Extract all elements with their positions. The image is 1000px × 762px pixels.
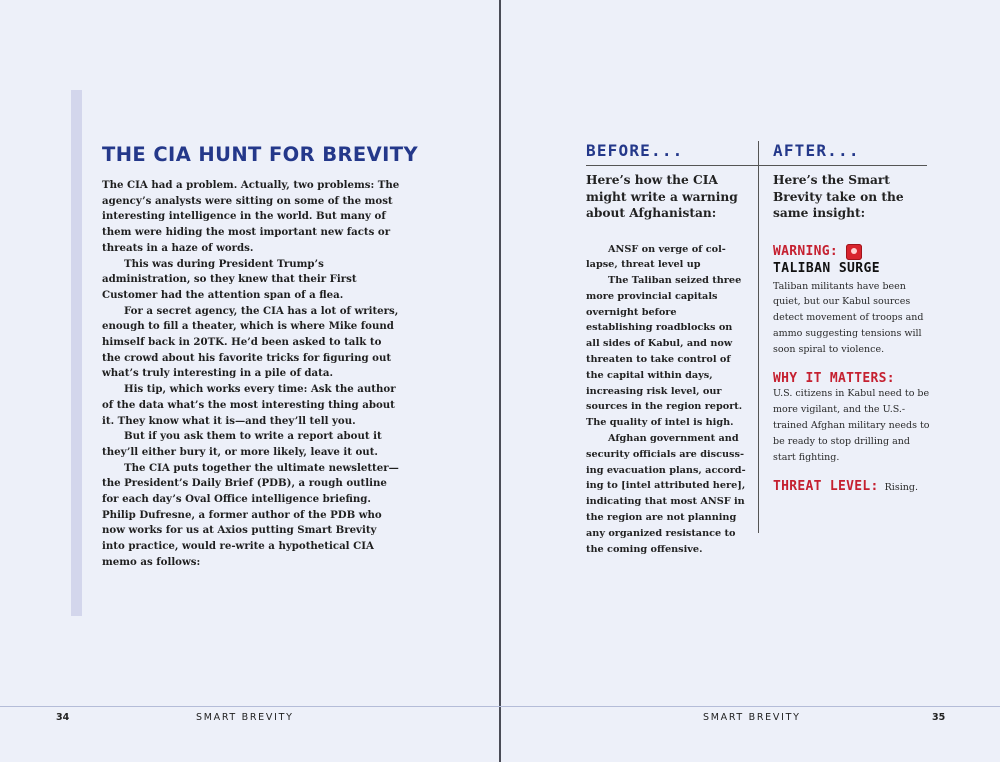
- page-title: THE CIA HUNT FOR BREVITY: [102, 143, 419, 166]
- warning-label: WARNING:: [773, 244, 839, 259]
- warning-title: TALIBAN SURGE: [773, 260, 880, 276]
- threat-value: Rising.: [884, 481, 918, 493]
- column-divider: [758, 141, 759, 533]
- paragraph: But if you ask them to write a report about it they’ll either bury it, or more likely, leave it out.: [102, 430, 382, 458]
- warning-section: [773, 243, 933, 359]
- threat-label: THREAT LEVEL:: [773, 478, 879, 494]
- paragraph: This was during President Trump’s administration, so they knew that their First Customer had the attention span of a flea.: [102, 257, 357, 301]
- before-heading: BEFORE...: [586, 141, 684, 160]
- page-number-left: 34: [56, 712, 70, 723]
- why-it-matters-section: [773, 371, 933, 466]
- running-head-left: SMART BREVITY: [196, 712, 294, 723]
- accent-bar: [71, 90, 82, 616]
- memo-paragraph: ANSF on verge of collapse, threat level up: [586, 243, 726, 271]
- memo-paragraph: The Taliban seized three more provincial capitals overnight before establishing roadblocks on all sides of Kabul, and now threaten to take control of the capital within days, increasing risk level, our sources in the region report. The quality of intel is high.: [586, 275, 743, 429]
- paragraph: For a secret agency, the CIA has a lot of writers, enough to fill a theater, which is where Mike found himself back in 20TK. He’d been asked to talk to the crowd about his favorite tricks for figuring out what’s truly interesting in a pile of data.: [102, 304, 399, 380]
- threat-level-section: [773, 479, 933, 496]
- warning-text: Taliban militants have been quiet, but our Kabul sources detect movement of troops and ammo suggesting tensions will soon spiral to violence.: [773, 280, 924, 356]
- after-heading: AFTER...: [773, 141, 860, 160]
- paragraph: The CIA had a problem. Actually, two problems: The agency’s analysts were sitting on some of the most interesting intelligence in the world. But many of them were hiding the most important new facts or threats in a haze of words.: [102, 179, 400, 254]
- after-column: [773, 141, 933, 495]
- paragraph: The CIA puts together the ultimate newsletter—the President’s Daily Brief (PDB), a rough outline for each day’s Oval Office intelligence briefing. Philip Dufresne, a former author of the PDB who now works for us at Axios putting Smart Brevity into practice, would re-write a hypothetical CIA memo as follows:: [102, 461, 399, 568]
- paragraph: His tip, which works every time: Ask the author of the data what’s the most interesting thing about it. They know what it is—and they’ll tell you.: [102, 383, 396, 427]
- book-spine: [499, 0, 501, 762]
- footer-rule: [0, 706, 1000, 707]
- running-head-right: SMART BREVITY: [703, 712, 801, 723]
- before-column: [586, 141, 757, 557]
- before-intro: Here’s how the CIA might write a warning about Afghanistan:: [586, 173, 738, 220]
- page-number-right: 35: [932, 712, 946, 723]
- siren-icon: [846, 244, 862, 260]
- cia-memo: [586, 242, 746, 558]
- why-label: WHY IT MATTERS:: [773, 371, 895, 387]
- memo-paragraph: Afghan government and security officials are discussing evacuation plans, according to [intel attributed here], indicating that most ANSF in the region are not planning any organized resistance to the coming offensive.: [586, 433, 746, 555]
- after-intro: Here’s the Smart Brevity take on the same insight:: [773, 173, 904, 220]
- body-text: [102, 178, 402, 571]
- why-text: U.S. citizens in Kabul need to be more vigilant, and the U.S.-trained Afghan military needs to be ready to stop drilling and start fighting.: [773, 388, 930, 463]
